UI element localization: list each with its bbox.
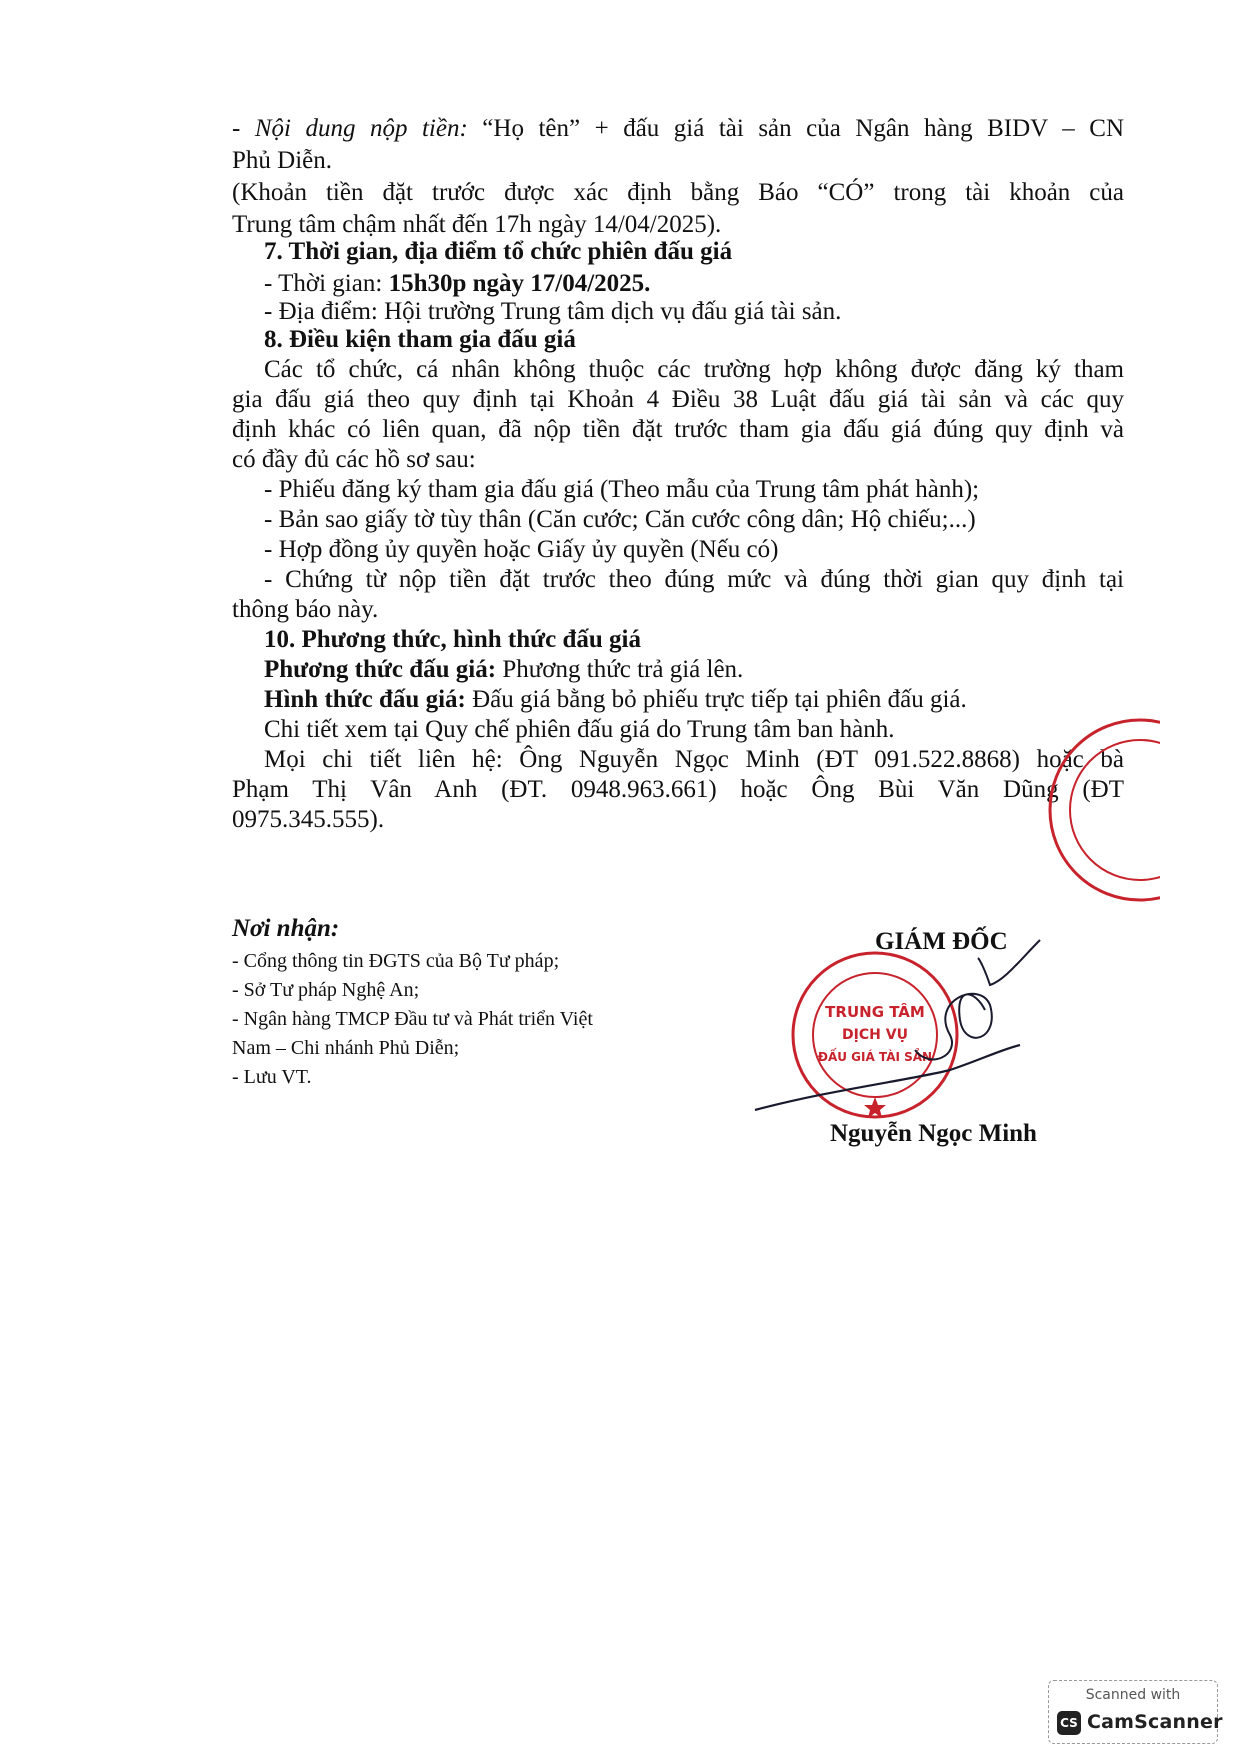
stamp-line-2: DỊCH VỤ (842, 1027, 908, 1043)
section-7-location: - Địa điểm: Hội trường Trung tâm dịch vụ đấu giá tài sản. (264, 298, 842, 325)
recipient-item: - Lưu VT. (232, 1066, 312, 1088)
recipient-item: - Ngân hàng TMCP Đầu tư và Phát triển Việt (232, 1008, 593, 1030)
contact-line-1: Mọi chi tiết liên hệ: Ông Nguyễn Ngọc Minh (ĐT 091.522.8868) hoặc bà (264, 746, 1124, 773)
auction-form-label: Hình thức đấu giá: (264, 686, 466, 713)
section-8-intro-3: định khác có liên quan, đã nộp tiền đặt trước tham gia đấu giá đúng quy định và (232, 416, 1124, 443)
payment-content-line-2: Phủ Diễn. (232, 147, 332, 174)
section-8-intro-2: gia đấu giá theo quy định tại Khoản 4 Điều 38 Luật đấu giá tài sản và các quy (232, 386, 1124, 413)
time-prefix: - Thời gian: (264, 270, 383, 297)
recipient-item: - Sở Tư pháp Nghệ An; (232, 979, 420, 1001)
deposit-note-line-1: (Khoản tiền đặt trước được xác định bằng Báo “CÓ” trong tài khoản của (232, 179, 1124, 206)
contact-line-2: Phạm Thị Vân Anh (ĐT. 0948.963.661) hoặc Ông Bùi Văn Dũng (ĐT (232, 776, 1124, 803)
section-8-heading: 8. Điều kiện tham gia đấu giá (264, 326, 576, 353)
section-8-intro-4: có đầy đủ các hồ sơ sau: (232, 446, 476, 473)
section-8-intro-1: Các tổ chức, cá nhân không thuộc các trường hợp không được đăng ký tham (264, 356, 1124, 383)
requirement-item-4-line-1: - Chứng từ nộp tiền đặt trước theo đúng mức và đúng thời gian quy định tại (264, 566, 1124, 593)
auction-method-value: Phương thức trả giá lên. (502, 656, 744, 683)
recipients-title: Nơi nhận: (232, 915, 340, 942)
deposit-note-line-2: Trung tâm chậm nhất đến 17h ngày 14/04/2025). (232, 211, 722, 238)
signature-title: GIÁM ĐỐC (875, 928, 1008, 955)
auction-form (264, 684, 1156, 716)
payment-label: - Nội dung nộp tiền: (232, 115, 468, 142)
payment-content-text: “Họ tên” + đấu giá tài sản của Ngân hàng BIDV – CN (482, 115, 1125, 142)
partial-stamp-icon (1040, 710, 1160, 910)
camscanner-logo-icon: CS (1057, 1711, 1081, 1735)
payment-content-line-1 (232, 113, 1124, 145)
requirement-item-3: - Hợp đồng ủy quyền hoặc Giấy ủy quyền (Nếu có) (264, 536, 779, 563)
auction-form-value: Đấu giá bằng bỏ phiếu trực tiếp tại phiên đấu giá. (472, 686, 967, 713)
contact-line-3: 0975.345.555). (232, 806, 385, 833)
scanner-top-text: Scanned with (1085, 1687, 1181, 1703)
section-10-heading: 10. Phương thức, hình thức đấu giá (264, 626, 641, 653)
requirement-item-1: - Phiếu đăng ký tham gia đấu giá (Theo mẫu của Trung tâm phát hành); (264, 476, 980, 503)
auction-details: Chi tiết xem tại Quy chế phiên đấu giá do Trung tâm ban hành. (264, 716, 895, 743)
auction-method-label: Phương thức đấu giá: (264, 656, 497, 683)
signer-name: Nguyễn Ngọc Minh (830, 1120, 1037, 1147)
stamp-line-1: TRUNG TÂM (825, 1003, 925, 1021)
section-7-heading: 7. Thời gian, địa điểm tổ chức phiên đấu giá (264, 238, 733, 265)
time-value: 15h30p ngày 17/04/2025. (388, 270, 651, 297)
camscanner-watermark (1048, 1680, 1223, 1744)
handwritten-signature-icon (750, 930, 1050, 1130)
requirement-item-2: - Bản sao giấy tờ tùy thân (Căn cước; Căn cước công dân; Hộ chiếu;...) (264, 506, 976, 533)
recipients-block (232, 914, 702, 1092)
scanner-brand-text: CamScanner (1087, 1711, 1223, 1733)
auction-method (264, 654, 1156, 686)
requirement-item-4-line-2: thông báo này. (232, 596, 379, 623)
recipient-item: Nam – Chi nhánh Phủ Diễn; (232, 1037, 460, 1059)
recipient-item: - Cổng thông tin ĐGTS của Bộ Tư pháp; (232, 950, 560, 972)
stamp-line-3: ĐẤU GIÁ TÀI SẢN (817, 1050, 933, 1064)
